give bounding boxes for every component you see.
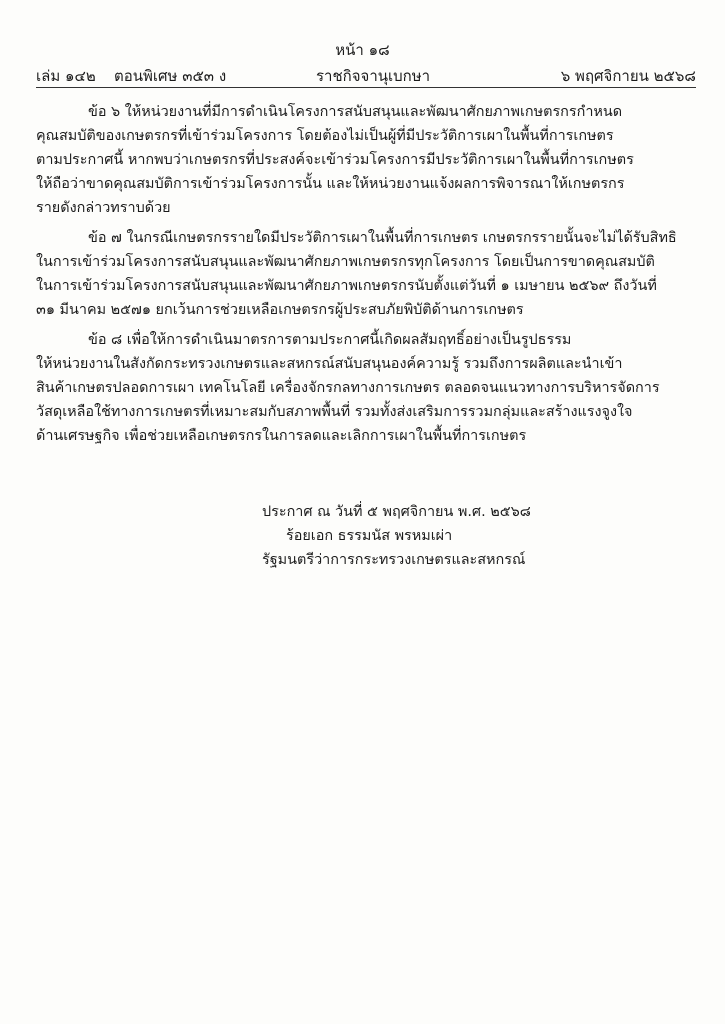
clause-line: ให้หน่วยงานในสังกัดกระทรวงเกษตรและสหกรณ์สนับสนุนองค์ความรู้ รวมถึงการผลิตและนำเข้า: [36, 356, 623, 372]
issue-number: ตอนพิเศษ ๓๕๓ ง: [114, 67, 227, 85]
header-divider: [36, 87, 696, 88]
clause-line: วัสดุเหลือใช้ทางการเกษตรที่เหมาะสมกับสภาพพื้นที่ รวมทั้งส่งเสริมการรวมกลุ่มและสร้างแรงจูงใจ: [36, 404, 633, 420]
clause-line: ข้อ ๖ ให้หน่วยงานที่มีการดำเนินโครงการสนับสนุนและพัฒนาศักยภาพเกษตรกรกำหนด: [88, 104, 623, 120]
clause-line: คุณสมบัติของเกษตรกรที่เข้าร่วมโครงการ โดยต้องไม่เป็นผู้ที่มีประวัติการเผาในพื้นที่การเกษตร: [36, 128, 614, 144]
page-number: หน้า ๑๘: [335, 41, 390, 59]
clause-line: ให้ถือว่าขาดคุณสมบัติการเข้าร่วมโครงการนั้น และให้หน่วยงานแจ้งผลการพิจารณาให้เกษตรกร: [36, 176, 625, 192]
signatory-position: รัฐมนตรีว่าการกระทรวงเกษตรและสหกรณ์: [262, 552, 526, 568]
clause-8: [36, 328, 696, 448]
gazette-title: ราชกิจจานุเบกษา: [316, 67, 431, 85]
clause-line: ในการเข้าร่วมโครงการสนับสนุนและพัฒนาศักยภาพเกษตรกรนับตั้งแต่วันที่ ๑ เมษายน ๒๕๖๙ ถึงวันที่: [36, 278, 657, 294]
publication-date: ๖ พฤศจิกายน ๒๕๖๘: [560, 67, 696, 85]
document-body: [36, 100, 696, 448]
clause-line: ข้อ ๗ ในกรณีเกษตรกรรายใดมีประวัติการเผาในพื้นที่การเกษตร เกษตรกรรายนั้นจะไม่ได้รับสิทธิ: [88, 230, 677, 246]
clause-line: ๓๑ มีนาคม ๒๕๗๑ ยกเว้นการช่วยเหลือเกษตรกรผู้ประสบภัยพิบัติด้านการเกษตร: [36, 302, 524, 318]
clause-line: ด้านเศรษฐกิจ เพื่อช่วยเหลือเกษตรกรในการลดและเลิกการเผาในพื้นที่การเกษตร: [36, 428, 527, 444]
gazette-header: [36, 64, 696, 86]
signature-block: [262, 500, 702, 572]
clause-7: [36, 226, 696, 322]
clause-line: สินค้าเกษตรปลอดการเผา เทคโนโลยี เครื่องจักรกลทางการเกษตร ตลอดจนแนวทางการบริหารจัดการ: [36, 380, 660, 396]
clause-line: ตามประกาศนี้ หากพบว่าเกษตรกรที่ประสงค์จะเข้าร่วมโครงการมีประวัติการเผาในพื้นที่การเกษตร: [36, 152, 634, 168]
announcement-date: ประกาศ ณ วันที่ ๕ พฤศจิกายน พ.ศ. ๒๕๖๘: [262, 504, 531, 520]
clause-line: ในการเข้าร่วมโครงการสนับสนุนและพัฒนาศักยภาพเกษตรกรทุกโครงการ โดยเป็นการขาดคุณสมบัติ: [36, 254, 655, 270]
volume-number: เล่ม ๑๔๒: [36, 67, 96, 85]
clause-6: [36, 100, 696, 220]
clause-line: รายดังกล่าวทราบด้วย: [36, 200, 171, 216]
signatory-name: ร้อยเอก ธรรมนัส พรหมเผ่า: [286, 528, 453, 544]
clause-line: ข้อ ๘ เพื่อให้การดำเนินมาตรการตามประกาศนี้เกิดผลสัมฤทธิ์อย่างเป็นรูปธรรม: [88, 332, 572, 348]
